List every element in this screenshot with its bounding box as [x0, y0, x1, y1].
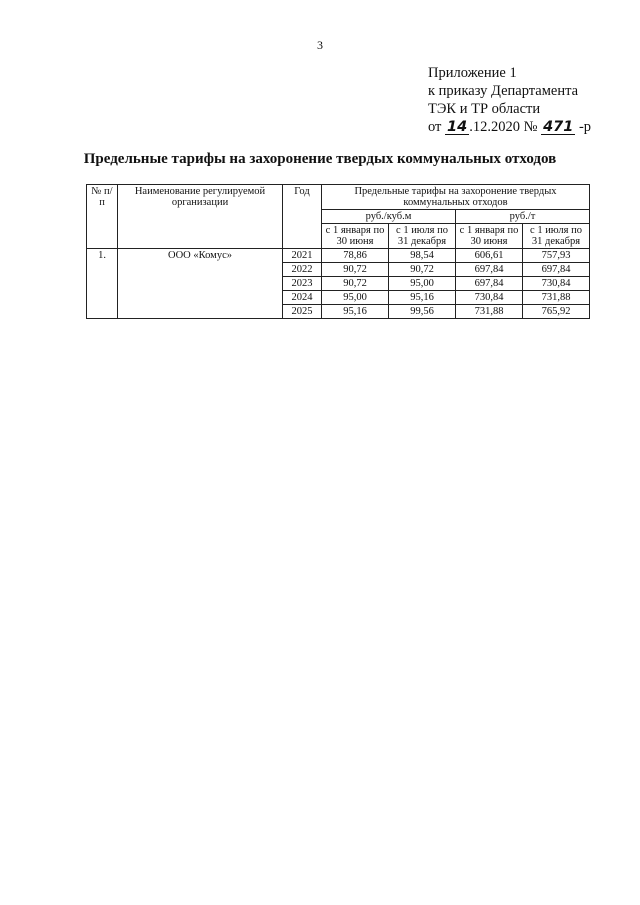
header-period-3: с 1 января по 30 июня	[456, 224, 523, 249]
tariff-cell: 90,72	[322, 277, 389, 291]
header-row-1	[87, 185, 590, 210]
tariff-cell: 730,84	[523, 277, 590, 291]
org-name: ООО «Комус»	[118, 249, 283, 319]
tariff-cell: 95,16	[389, 291, 456, 305]
tariff-cell: 697,84	[456, 263, 523, 277]
tariffs-table	[86, 184, 590, 319]
appendix-date-line	[428, 118, 608, 136]
tariff-cell: 757,93	[523, 249, 590, 263]
header-num: № п/п	[87, 185, 118, 249]
handwritten-day: 14	[447, 119, 468, 135]
year-cell: 2024	[283, 291, 322, 305]
tariff-cell: 606,61	[456, 249, 523, 263]
appendix-order-ref: к приказу Департамента	[428, 83, 579, 99]
document-title: Предельные тарифы на захоронение твердых коммунальных отходов	[83, 151, 557, 167]
year-cell: 2023	[283, 277, 322, 291]
tariff-cell: 731,88	[523, 291, 590, 305]
header-period-1: с 1 января по 30 июня	[322, 224, 389, 249]
tariff-cell: 78,86	[322, 249, 389, 263]
tariff-cell: 99,56	[389, 305, 456, 319]
tariff-cell: 765,92	[523, 305, 590, 319]
header-unit-cubic: руб./куб.м	[322, 210, 456, 224]
year-cell: 2022	[283, 263, 322, 277]
tariff-cell: 95,00	[389, 277, 456, 291]
tariff-cell: 95,00	[322, 291, 389, 305]
handwritten-order-number: 471	[543, 119, 574, 135]
date-rest: .12.2020 №	[469, 119, 538, 135]
header-tariffs: Предельные тарифы на захоронение твердых коммунальных отходов	[322, 185, 590, 210]
table-row	[87, 249, 590, 263]
year-cell: 2021	[283, 249, 322, 263]
tariff-cell: 730,84	[456, 291, 523, 305]
tariff-cell: 731,88	[456, 305, 523, 319]
tariff-cell: 95,16	[322, 305, 389, 319]
appendix-title: Приложение 1	[428, 65, 517, 81]
year-cell: 2025	[283, 305, 322, 319]
header-period-2: с 1 июля по 31 декабря	[389, 224, 456, 249]
tariff-cell: 697,84	[456, 277, 523, 291]
row-number: 1.	[87, 249, 118, 319]
date-prefix: от	[428, 119, 442, 135]
tariff-cell: 98,54	[389, 249, 456, 263]
header-year: Год	[283, 185, 322, 249]
header-period-4: с 1 июля по 31 декабря	[523, 224, 590, 249]
appendix-department: ТЭК и ТР области	[428, 101, 541, 117]
header-org: Наименование регулируемой организации	[118, 185, 283, 249]
tariff-cell: 697,84	[523, 263, 590, 277]
header-unit-ton: руб./т	[456, 210, 590, 224]
order-suffix: -р	[578, 119, 592, 135]
appendix-block	[428, 64, 608, 136]
tariff-cell: 90,72	[389, 263, 456, 277]
tariff-cell: 90,72	[322, 263, 389, 277]
page-number: 3	[317, 38, 323, 52]
